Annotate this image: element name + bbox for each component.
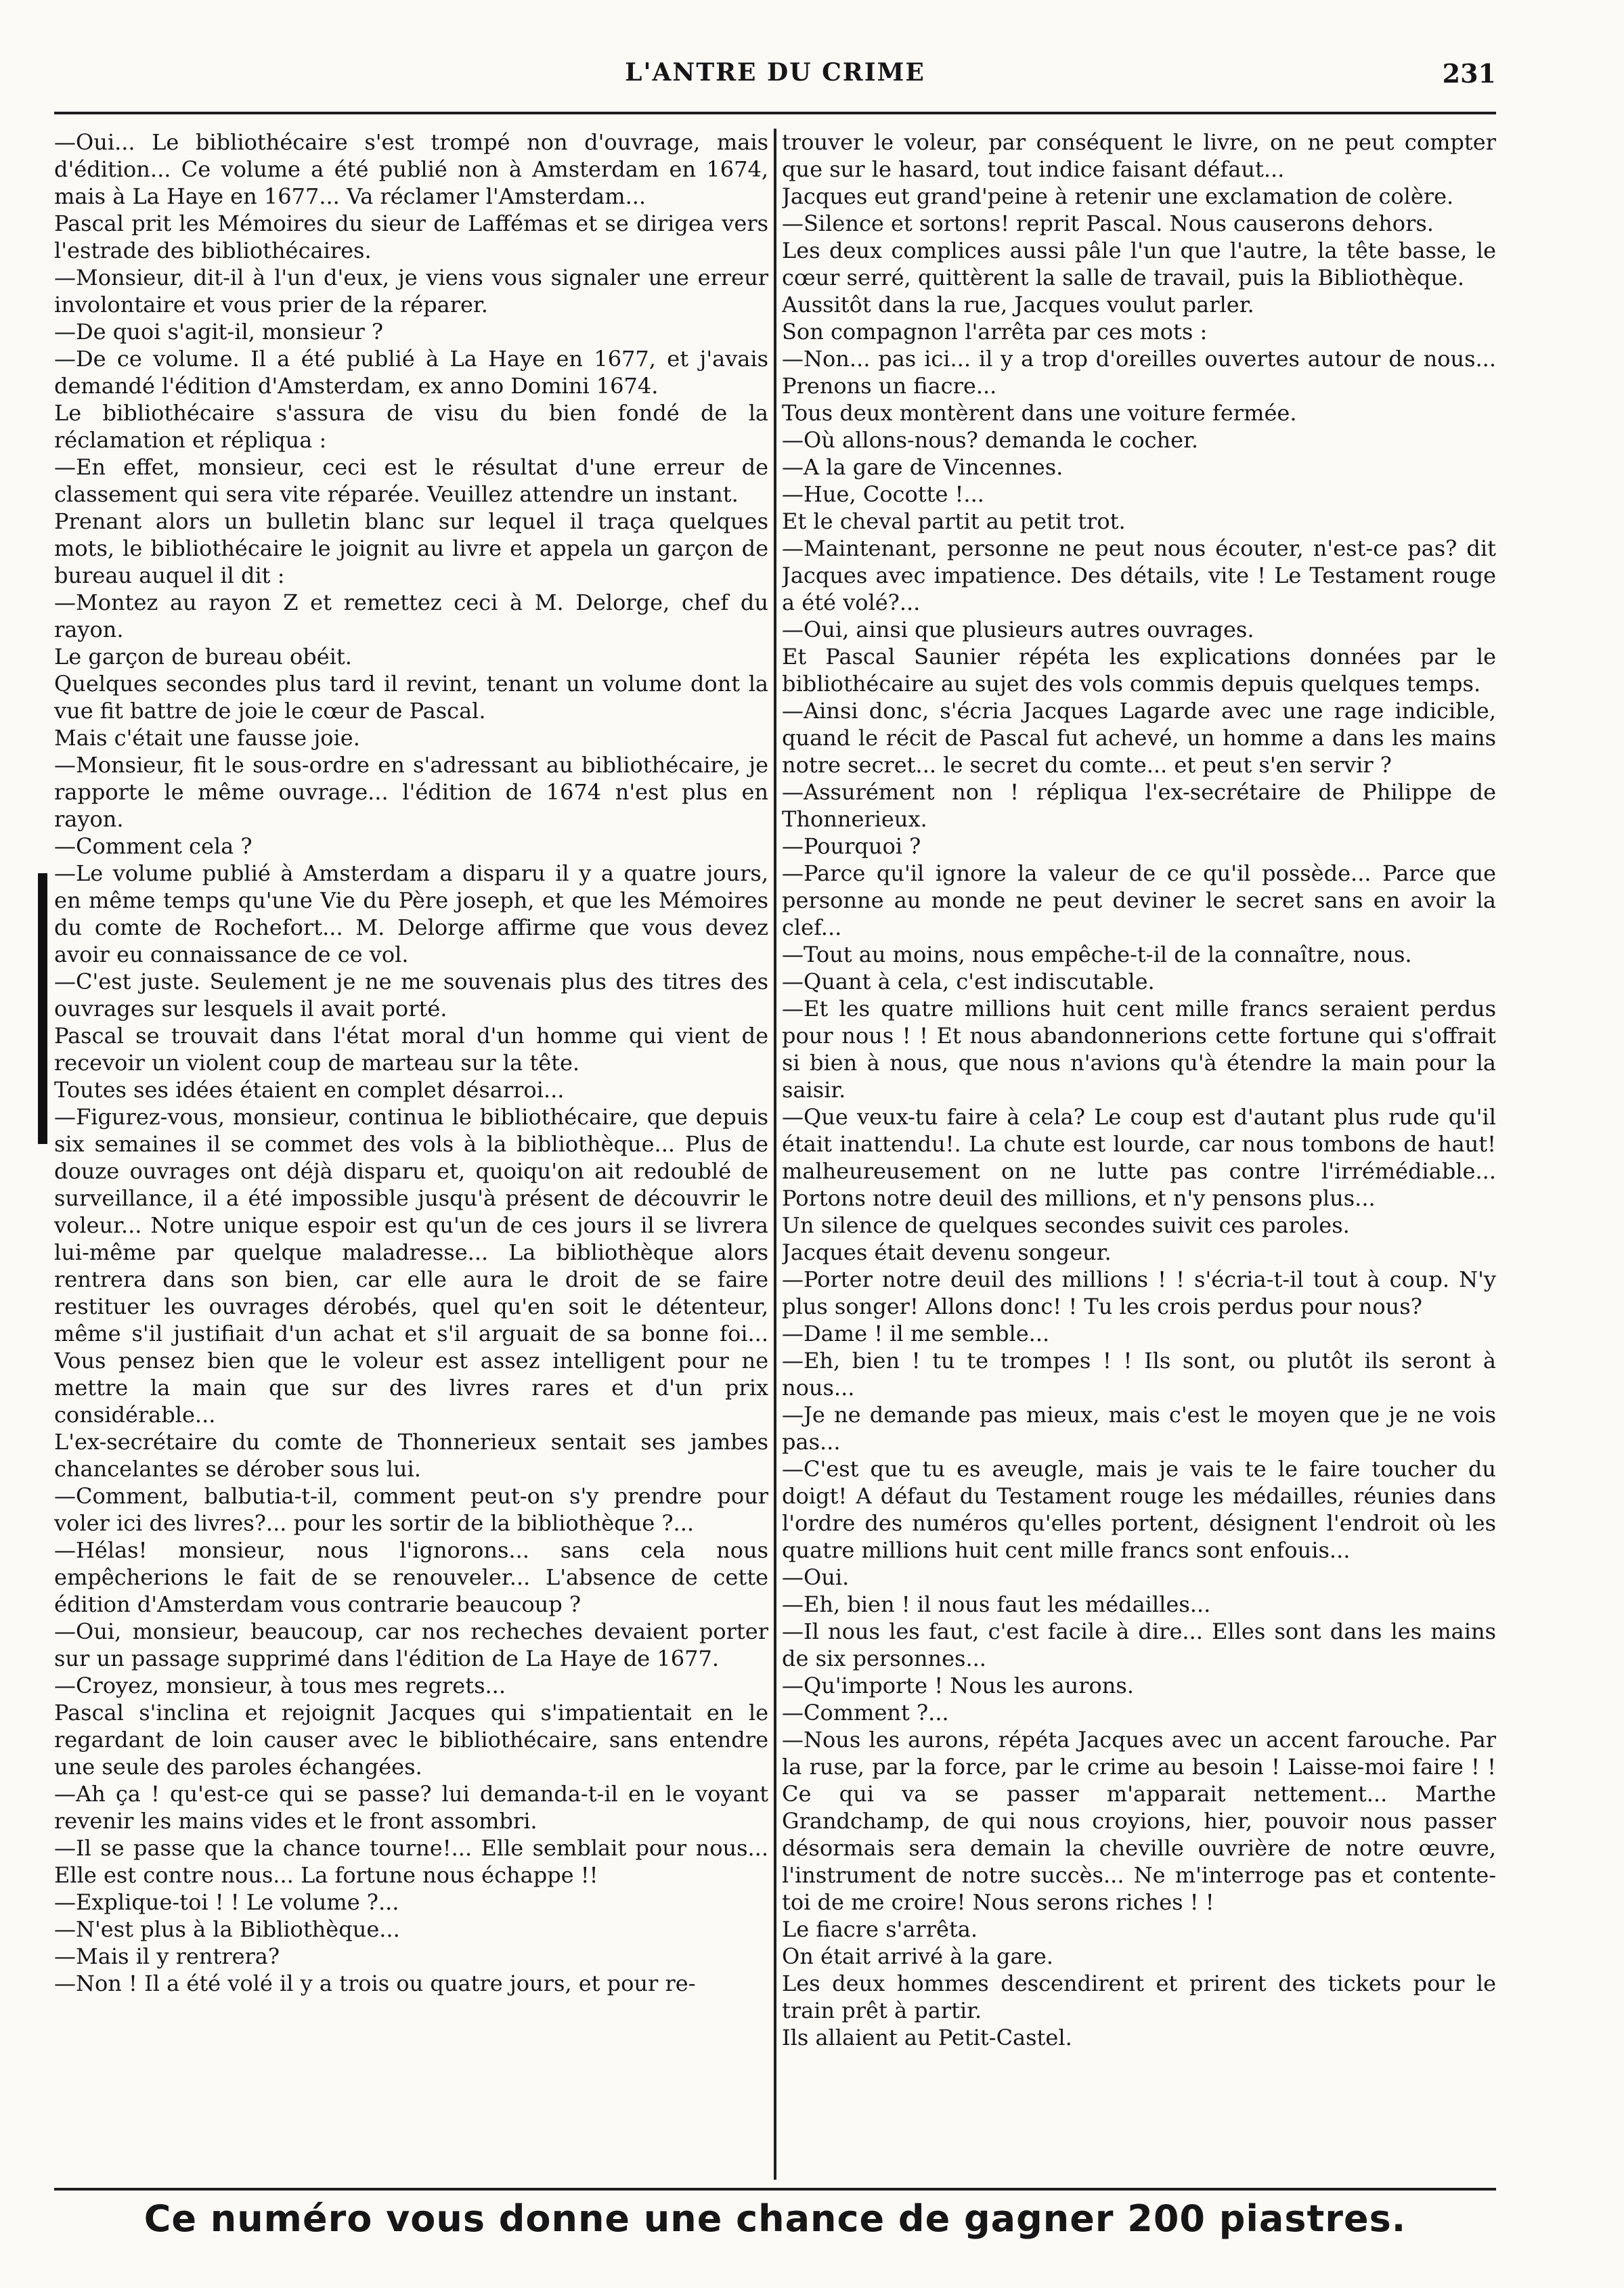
right-para-24: Un silence de quelques secondes suivit ces paroles.: [782, 1212, 1350, 1238]
right-para-40: Ils allaient au Petit-Castel.: [782, 2025, 1072, 2050]
left-para-15: —Le volume publié à Amsterdam a disparu il y a quatre jours, en même temps qu'une Vie du Père joseph, et que les Mémoires du comte de Rochefort... M. Delorge affirme que vous devez avoir eu connaissance de ce vol.: [54, 860, 768, 967]
left-para-1: —Oui... Le bibliothécaire s'est trompé non d'ouvrage, mais d'édition... Ce volume a été publié non à Amsterdam en 1674, mais à La Haye en 1677... Va réclamer l'Amsterdam...: [54, 129, 768, 209]
right-para-9: —Où allons-nous? demanda le cocher.: [782, 427, 1199, 453]
left-para-30: —Mais il y rentrera?: [54, 1943, 280, 1969]
right-para-12: Et le cheval partit au petit trot.: [782, 508, 1126, 534]
right-para-18: —Pourquoi ?: [782, 833, 921, 859]
right-para-36: —Nous les aurons, répéta Jacques avec un accent farouche. Par la ruse, par la force, par le crime au besoin ! Laisse-moi faire ! ! Ce qui va se passer m'apparait nettement... Marthe Grandchamp, de qui nous croyions, hier, pouvoir nous passer désormais sera demain la cheville ouvrière de notre œuvre, l'instrument de notre succès... Ne m'interroge pas et contente-toi de me croire! Nous serons riches ! !: [782, 1727, 1496, 1915]
column-divider: [774, 129, 776, 2180]
left-para-10: Le garçon de bureau obéit.: [54, 644, 352, 669]
right-para-7: —Non... pas ici... il y a trop d'oreilles ouvertes autour de nous... Prenons un fiacre...: [782, 346, 1496, 399]
left-para-20: L'ex-secrétaire du comte de Thonnerieux sentait ses jambes chancelantes se dérober sous lui.: [54, 1429, 768, 1482]
right-para-32: —Eh, bien ! il nous faut les médailles...: [782, 1591, 1211, 1617]
left-para-26: —Ah ça ! qu'est-ce qui se passe? lui demanda-t-il en le voyant revenir les mains vides et le front assombri.: [54, 1781, 768, 1834]
right-para-38: On était arrivé à la gare.: [782, 1943, 1053, 1969]
right-para-33: —Il nous les faut, c'est facile à dire... Elles sont dans les mains de six personnes...: [782, 1619, 1496, 1671]
right-para-2: Jacques eut grand'peine à retenir une exclamation de colère.: [782, 183, 1454, 209]
right-para-4: Les deux complices aussi pâle l'un que l'autre, la tête basse, le cœur serré, quittèrent la salle de travail, puis la Bibliothèque.: [782, 238, 1496, 290]
right-para-1: trouver le voleur, par conséquent le livre, on ne peut compter que sur le hasard, tout indice faisant défaut...: [782, 129, 1496, 182]
right-para-35: —Comment ?...: [782, 1700, 949, 1725]
right-para-10: —A la gare de Vincennes.: [782, 454, 1063, 480]
right-para-15: Et Pascal Saunier répéta les explications données par le bibliothécaire au sujet des vols commis depuis quelques temps.: [782, 644, 1496, 697]
right-para-3: —Silence et sortons! reprit Pascal. Nous causerons dehors.: [782, 211, 1434, 236]
left-para-24: —Croyez, monsieur, à tous mes regrets...: [54, 1673, 506, 1698]
right-para-22: —Et les quatre millions huit cent mille francs seraient perdus pour nous ! ! Et nous abandonnerions cette fortune qui s'offrait si bien à nous, que nous n'avions qu'à étendre la main pour la saisir.: [782, 996, 1496, 1103]
left-para-25: Pascal s'inclina et rejoignit Jacques qui s'impatientait en le regardant de loin causer avec le bibliothécaire, sans entendre une seule des paroles échangées.: [54, 1700, 768, 1780]
left-para-3: —Monsieur, dit-il à l'un d'eux, je viens vous signaler une erreur involontaire et vous prier de la réparer.: [54, 265, 768, 317]
right-para-20: —Tout au moins, nous empêche-t-il de la connaître, nous.: [782, 942, 1412, 967]
left-para-2: Pascal prit les Mémoires du sieur de Laffémas et se dirigea vers l'estrade des bibliothécaires.: [54, 211, 768, 263]
left-para-31: —Non ! Il a été volé il y a trois ou quatre jours, et pour re-: [54, 1971, 696, 1996]
right-para-19: —Parce qu'il ignore la valeur de ce qu'il possède... Parce que personne au monde ne peut deviner le secret sans en avoir la clef...: [782, 860, 1496, 940]
right-para-37: Le fiacre s'arrêta.: [782, 1916, 978, 1942]
right-para-21: —Quant à cela, c'est indiscutable.: [782, 969, 1155, 994]
top-rule: [54, 112, 1496, 114]
left-para-28: —Explique-toi ! ! Le volume ?...: [54, 1889, 399, 1915]
page-header: [54, 58, 1496, 100]
left-para-16: —C'est juste. Seulement je ne me souvenais plus des titres des ouvrages sur lesquels il avait porté.: [54, 969, 768, 1021]
left-para-29: —N'est plus à la Bibliothèque...: [54, 1916, 400, 1942]
left-para-12: Mais c'était une fausse joie.: [54, 725, 360, 751]
right-para-34: —Qu'importe ! Nous les aurons.: [782, 1673, 1134, 1698]
right-para-28: —Eh, bien ! tu te trompes ! ! Ils sont, ou plutôt ils seront à nous...: [782, 1348, 1496, 1401]
right-para-31: —Oui.: [782, 1564, 850, 1590]
footer-notice: Ce numéro vous donne une chance de gagner 200 piastres.: [144, 2197, 1407, 2240]
left-para-13: —Monsieur, fit le sous-ordre en s'adressant au bibliothécaire, je rapporte le même ouvrage... l'édition de 1674 n'est plus en rayon.: [54, 752, 768, 832]
right-para-8: Tous deux montèrent dans une voiture fermée.: [782, 400, 1297, 426]
margin-mark: [38, 873, 47, 1144]
running-title: L'ANTRE DU CRIME: [625, 58, 925, 87]
left-para-19: —Figurez-vous, monsieur, continua le bibliothécaire, que depuis six semaines il se commet des vols à la bibliothèque... Plus de douze ouvrages ont déjà disparu et, quoiqu'on ait redoublé de surveillance, il a été impossible jusqu'à présent de découvrir le voleur... Notre unique espoir est qu'un de ces jours il se livrera lui-même par quelque maladresse... La bibliothèque alors rentrera dans son bien, car elle aura le droit de se faire restituer les ouvrages dérobés, quel qu'en soit le détenteur, même s'il justifiait d'un achat et s'il arguait de sa bonne foi... Vous pensez bien que le voleur est assez intelligent pour ne mettre la main que sur des livres rares et d'un prix considérable...: [54, 1104, 768, 1428]
left-para-18: Toutes ses idées étaient en complet désarroi...: [54, 1077, 565, 1103]
left-column: [54, 129, 768, 2180]
right-para-16: —Ainsi donc, s'écria Jacques Lagarde avec une rage indicible, quand le récit de Pascal fut achevé, un homme a dans les mains notre secret... le secret du comte... et peut s'en servir ?: [782, 698, 1496, 778]
left-para-4: —De quoi s'agit-il, monsieur ?: [54, 319, 384, 345]
page-number: 231: [1442, 58, 1496, 89]
right-para-14: —Oui, ainsi que plusieurs autres ouvrages.: [782, 617, 1254, 642]
left-para-17: Pascal se trouvait dans l'état moral d'un homme qui vient de recevoir un violent coup de marteau sur la tête.: [54, 1023, 768, 1076]
right-para-6: Son compagnon l'arrêta par ces mots :: [782, 319, 1208, 345]
right-para-26: —Porter notre deuil des millions ! ! s'écria-t-il tout à coup. N'y plus songer! Allons donc! ! Tu les crois perdus pour nous?: [782, 1267, 1496, 1319]
left-para-11: Quelques secondes plus tard il revint, tenant un volume dont la vue fit battre de joie le cœur de Pascal.: [54, 671, 768, 724]
left-para-14: —Comment cela ?: [54, 833, 253, 859]
right-para-13: —Maintenant, personne ne peut nous écouter, n'est-ce pas? dit Jacques avec impatience. Des détails, vite ! Le Testament rouge a été volé?...: [782, 535, 1496, 615]
right-para-25: Jacques était devenu songeur.: [782, 1239, 1112, 1265]
bottom-rule: [54, 2188, 1496, 2191]
left-para-9: —Montez au rayon Z et remettez ceci à M. Delorge, chef du rayon.: [54, 590, 768, 642]
left-para-7: —En effet, monsieur, ceci est le résultat d'une erreur de classement qui sera vite réparée. Veuillez attendre un instant.: [54, 454, 768, 507]
left-para-23: —Oui, monsieur, beaucoup, car nos recheches devaient porter sur un passage supprimé dans l'édition de La Haye de 1677.: [54, 1619, 768, 1671]
right-para-11: —Hue, Cocotte !...: [782, 481, 984, 507]
left-para-8: Prenant alors un bulletin blanc sur lequel il traça quelques mots, le bibliothécaire le joignit au livre et appela un garçon de bureau auquel il dit :: [54, 508, 768, 588]
right-para-17: —Assurément non ! répliqua l'ex-secrétaire de Philippe de Thonnerieux.: [782, 779, 1496, 832]
left-para-27: —Il se passe que la chance tourne!... Elle semblait pour nous... Elle est contre nous... La fortune nous échappe !!: [54, 1835, 768, 1888]
left-para-22: —Hélas! monsieur, nous l'ignorons... sans cela nous empêcherions le fait de se renouveler... L'absence de cette édition d'Amsterdam vous contrarie beaucoup ?: [54, 1537, 768, 1617]
left-para-5: —De ce volume. Il a été publié à La Haye en 1677, et j'avais demandé l'édition d'Amsterdam, ex anno Domini 1674.: [54, 346, 768, 399]
right-para-30: —C'est que tu es aveugle, mais je vais te le faire toucher du doigt! A défaut du Testament rouge les médailles, réunies dans l'ordre des numéros qu'elles portent, désignent l'endroit où les quatre millions huit cent mille francs sont enfouis...: [782, 1456, 1496, 1563]
left-para-21: —Comment, balbutia-t-il, comment peut-on s'y prendre pour voler ici des livres?... pour les sortir de la bibliothèque ?...: [54, 1483, 768, 1536]
right-para-5: Aussitôt dans la rue, Jacques voulut parler.: [782, 292, 1254, 317]
left-para-6: Le bibliothécaire s'assura de visu du bien fondé de la réclamation et répliqua :: [54, 400, 768, 453]
right-para-27: —Dame ! il me semble...: [782, 1321, 1050, 1346]
right-para-29: —Je ne demande pas mieux, mais c'est le moyen que je ne vois pas...: [782, 1402, 1496, 1455]
right-column: [782, 129, 1496, 2180]
right-para-23: —Que veux-tu faire à cela? Le coup est d'autant plus rude qu'il était inattendu!. La chute est lourde, car nous tombons de haut! malheureusement on ne lutte pas contre l'irrémédiable... Portons notre deuil des millions, et n'y pensons plus...: [782, 1104, 1496, 1211]
right-para-39: Les deux hommes descendirent et prirent des tickets pour le train prêt à partir.: [782, 1971, 1496, 2023]
text-columns: [54, 129, 1496, 2180]
